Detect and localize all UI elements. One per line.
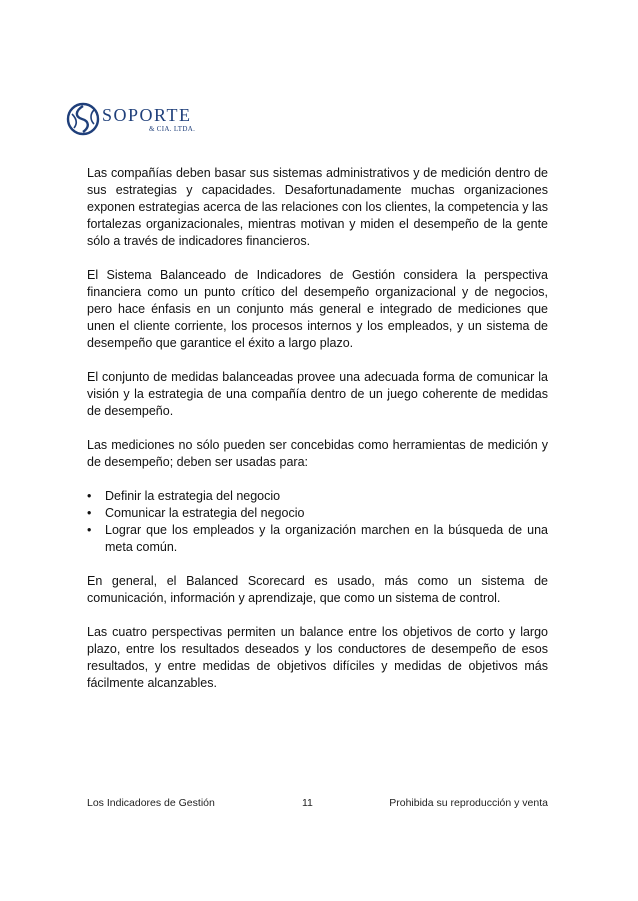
logo-name: SOPORTE	[102, 105, 192, 125]
list-item-text: Definir la estrategia del negocio	[105, 489, 281, 503]
list-item	[87, 488, 548, 505]
bullet-list	[87, 488, 548, 556]
company-logo	[66, 102, 206, 138]
paragraph: El Sistema Balanceado de Indicadores de Gestión considera la perspectiva financiera como un punto crítico del desempeño organizacional y de negocios, pero hace énfasis en un conjunto más general e integrado de mediciones que unen el cliente corriente, los procesos internos y los empleados, y un sistema de desempeño que garantice el éxito a largo plazo.	[87, 268, 548, 350]
paragraph: En general, el Balanced Scorecard es usado, más como un sistema de comunicación, información y aprendizaje, que como un sistema de control.	[87, 574, 548, 605]
document-body	[87, 165, 548, 709]
page-number: 11	[302, 797, 313, 809]
paragraph: Las cuatro perspectivas permiten un balance entre los objetivos de corto y largo plazo, entre los resultados deseados y los conductores de desempeño de esos resultados, y entre medidas de objetivos difíciles y medidas de objetivos más fácilmente alcanzables.	[87, 625, 548, 690]
page-footer	[87, 797, 548, 811]
footer-title: Los Indicadores de Gestión	[87, 797, 215, 809]
footer-notice: Prohibida su reproducción y venta	[389, 797, 548, 809]
list-item	[87, 505, 548, 522]
paragraph: Las mediciones no sólo pueden ser concebidas como herramientas de medición y de desempeño; deben ser usadas para:	[87, 438, 548, 469]
paragraph: El conjunto de medidas balanceadas provee una adecuada forma de comunicar la visión y la estrategia de una compañía dentro de un juego coherente de medidas de desempeño.	[87, 370, 548, 418]
bullet-icon: •	[87, 489, 92, 503]
bullet-icon: •	[87, 523, 92, 537]
bullet-icon: •	[87, 506, 92, 520]
list-item-text: Comunicar la estrategia del negocio	[105, 506, 305, 520]
paragraph: Las compañías deben basar sus sistemas administrativos y de medición dentro de sus estrategias y capacidades. Desafortunadamente muchas organizaciones exponen estrategias acerca de las relaciones con los clientes, la competencia y las fortalezas organizacionales, mientras motivan y miden el desempeño de la gente sólo a través de indicadores financieros.	[87, 166, 548, 248]
soporte-logo-mark-icon	[66, 102, 100, 136]
logo-subtitle: & CIA. LTDA.	[149, 125, 196, 133]
list-item-text: Lograr que los empleados y la organización marchen en la búsqueda de una meta común.	[105, 523, 548, 554]
list-item	[87, 522, 548, 556]
